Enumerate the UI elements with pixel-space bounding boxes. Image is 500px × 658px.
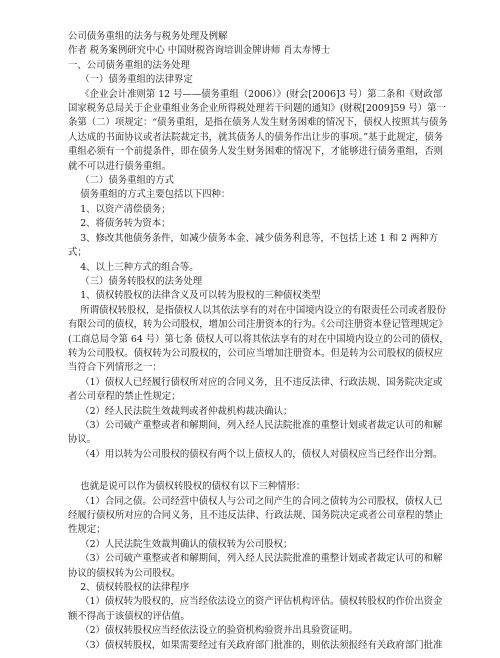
list-item: （3）债权转股权，如果需要经过有关政府部门批准的，则依法须报经有关政府部门批准 [80, 639, 443, 651]
list-item: （2）人民法院生效裁判确认的债权转为公司股权； [80, 538, 293, 550]
list-item: （4）用以转为公司股权的债权有两个以上债权人的，债权人对债权应当已经作出分割。 [80, 448, 443, 460]
paragraph: 所谓债权转股权，是指债权人以其依法享有的对在中国境内设立的有限责任公司或者股份有限公司的债权，转为公司股权，增加公司注册资本的行为。《公司注册资本登记管理规定》(工商总局令第 64 号）第七条 债权人可以将其依法享有的对在中国境内设立的公司的债权，转为公司股权。债权转为公司股权的，公司应当增加注册资本。但是转为公司股权的债权应当符合下列情形之一： [68, 304, 449, 374]
list-item: 1、以资产清偿债务； [80, 203, 171, 215]
paragraph: 《企业会计准则第 12 号——债务重组（2006）》(财会[2006]3 号）第二条和《财政部国家税务总局关于企业重组业务企业所得税处理若干问题的通知》(财税[2009]59 号）第一条第（二）项规定：“债务重组，是指在债务人发生财务困难的情况下，债权人按照其与债务人达成的书面协议或者法院裁定书，就其债务人的债务作出让步的事项。”基于此规定，债务重组必须有一个前提条件，即在债务人发生财务困难的情况下，才能够进行债务重组，否则就不可以进行债务重组。 [68, 88, 448, 172]
paragraph: 也就是说可以作为债权转股权的债权有以下三种情形： [80, 481, 306, 493]
list-item: （1）债权转为股权的，应当经依法设立的资产评估机构评估。债权转股权的作价出资金额不得高于该债权的评估值。 [68, 596, 443, 622]
paragraph-gap [68, 462, 450, 480]
list-item: 4、以上三种方式的组合等。 [80, 261, 199, 273]
list-item: 3、修改其他债务条件，如减少债务本金、减少债务利息等，不包括上述 1 和 2 两种方式； [68, 232, 439, 259]
section-heading: 一、公司债务重组的法务处理 [68, 59, 190, 71]
list-item: （1）债权人已经履行债权所对应的合同义务，且不违反法律、行政法规、国务院决定或者公司章程的禁止性规定； [68, 376, 443, 403]
document-title: 公司债务重组的法务与税务处理及例解 [68, 31, 228, 42]
document-body [68, 30, 450, 653]
list-item: （2）债权转股权应当经依法设立的验资机构验资并出具验资证明。 [80, 625, 359, 637]
subsection-heading: （二）债务重组的方式 [80, 175, 174, 187]
list-item: 2、将债务转为资本； [80, 218, 171, 230]
list-item: （3）公司破产重整或者和解期间，列入经人民法院批准的重整计划或者裁定认可的和解协议的债权转为公司股权。 [68, 553, 443, 579]
list-item: （2）经人民法院生效裁判或者仲裁机构裁决确认； [80, 405, 293, 417]
list-item: （1）合同之债。公司经营中债权人与公司之间产生的合同之债转为公司股权，债权人已经履行债权所对应的合同义务，且不违反法律、行政法规、国务院决定或者公司章程的禁止性规定； [68, 495, 444, 536]
item-heading: 2、债权转股权的法律程序 [80, 582, 190, 594]
list-item: （3）公司破产重整或者和解期间，列入经人民法院批准的重整计划或者裁定认可的和解协议。 [68, 419, 443, 446]
item-heading: 1、债权转股权的法律含义及可以转为股权的三种债权类型 [80, 290, 321, 302]
author-line: 作者 税务案例研究中心 中国财税咨询培训金牌讲师 肖太寿博士 [68, 45, 331, 57]
paragraph: 债务重组的方式主要包括以下四种： [80, 189, 231, 201]
subsection-heading: （三）债务转股权的法务处理 [80, 275, 203, 287]
subsection-heading: （一）债务重组的法律界定 [80, 74, 193, 86]
